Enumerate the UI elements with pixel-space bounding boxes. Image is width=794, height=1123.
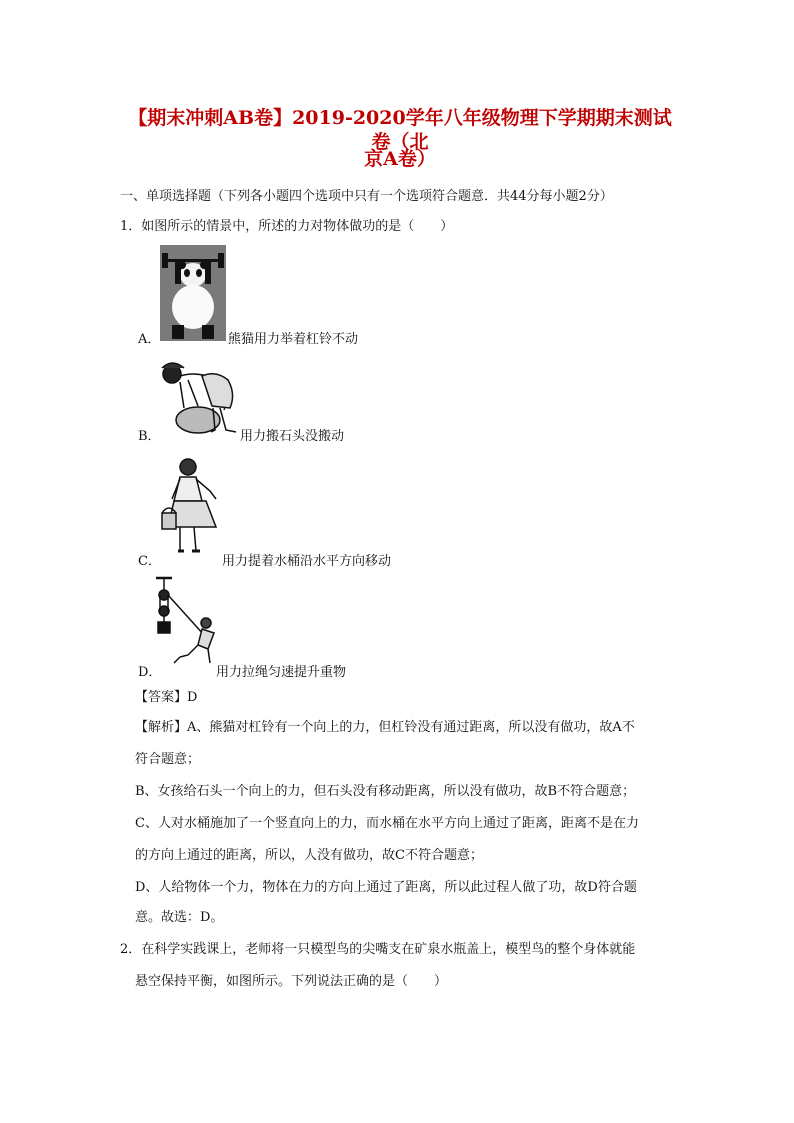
option-a-letter: A． <box>138 332 161 347</box>
analysis-line: 【解析】A、熊猫对杠铃有一个向上的力，但杠铃没有通过距离，所以没有做功，故A不 <box>135 720 635 735</box>
panda-weightlifting-photo <box>160 245 226 341</box>
option-b-text: 用力搬石头没搬动 <box>240 429 345 444</box>
analysis-line: 意。故选：D。 <box>135 910 224 925</box>
option-c-letter: C． <box>138 554 161 569</box>
analysis-line: B、女孩给石头一个向上的力，但石头没有移动距离，所以没有做功，故B不符合题意； <box>135 784 636 799</box>
option-c-text: 用力提着水桶沿水平方向移动 <box>222 554 392 569</box>
analysis-line: C、人对水桶施加了一个竖直向上的力，而水桶在水平方向上通过了距离，距离不是在力 <box>135 816 639 831</box>
question-2-line: 悬空保持平衡，如图所示。下列说法正确的是（ ） <box>135 974 448 989</box>
answer-label: 【答案】D <box>135 690 198 705</box>
girl-lifting-rock-drawing <box>158 358 238 436</box>
option-a-text: 熊猫用力举着杠铃不动 <box>228 332 359 347</box>
question-1-stem: 1．如图所示的情景中，所述的力对物体做功的是（ ） <box>120 219 454 234</box>
analysis-line: 符合题意； <box>135 752 201 767</box>
option-b-letter: B． <box>138 429 161 444</box>
option-d-letter: D． <box>138 665 162 680</box>
document-title-line-1: 【期末冲刺AB卷】2019-2020学年八年级物理下学期期末测试卷（北 <box>128 107 672 153</box>
man-pulling-pulley-drawing <box>150 575 220 670</box>
woman-carrying-bucket-drawing <box>160 455 220 560</box>
section-header: 一、单项选择题（下列各小题四个选项中只有一个选项符合题意．共44分每小题2分） <box>120 189 613 204</box>
question-2-line: 2．在科学实践课上，老师将一只模型鸟的尖嘴支在矿泉水瓶盖上，模型鸟的整个身体就能 <box>120 942 636 957</box>
analysis-line: D、人给物体一个力，物体在力的方向上通过了距离，所以此过程人做了功，故D符合题 <box>135 880 637 895</box>
analysis-line: 的方向上通过的距离，所以，人没有做功，故C不符合题意； <box>135 848 483 863</box>
document-title-line-2: 京A卷） <box>364 148 436 170</box>
option-d-text: 用力拉绳匀速提升重物 <box>216 665 347 680</box>
